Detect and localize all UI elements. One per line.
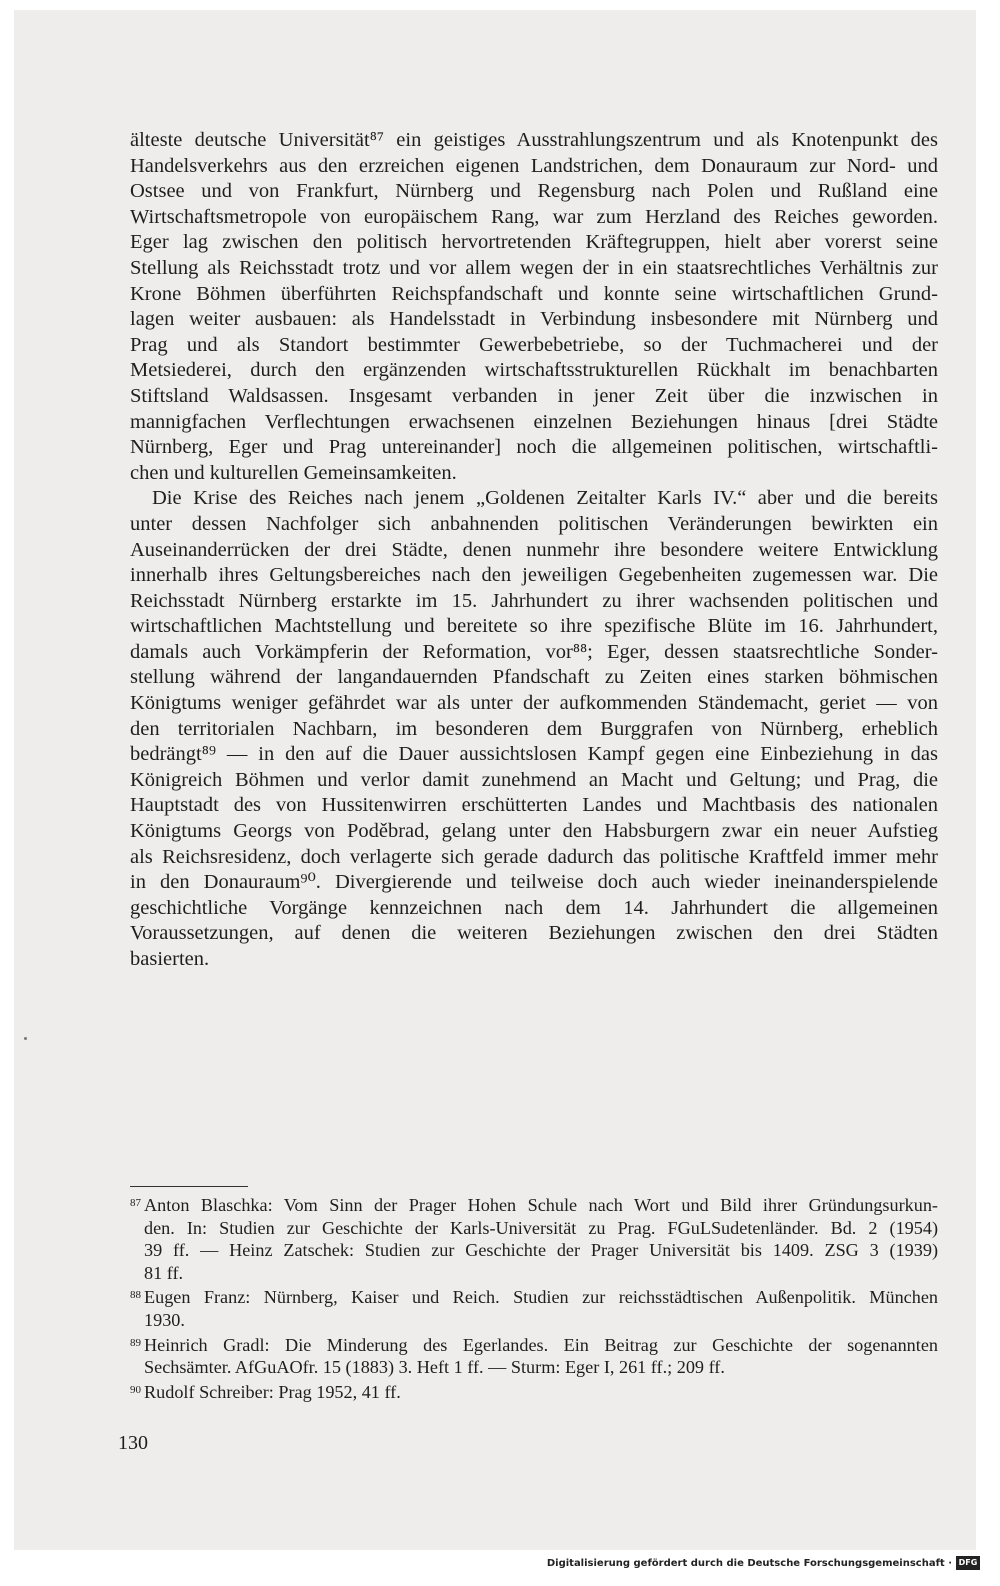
footnote-number: 88 bbox=[130, 1289, 141, 1302]
footnote-divider bbox=[130, 1186, 248, 1187]
text-line: innerhalb ihres Geltungsbereiches nach den jeweiligen Gegebenheiten zugemessen war. Die bbox=[130, 564, 938, 587]
footnote-line bbox=[130, 1332, 938, 1357]
digitization-credit: Digitalisierung gefördert durch die Deutsche Forschungsgemeinschaft · bbox=[546, 1558, 952, 1569]
footnote-text: Anton Blaschka: Vom Sinn der Prager Hohen Schule nach Wort und Bild ihrer Gründungsurkun- bbox=[144, 1195, 938, 1215]
text-line: Prag und als Standort bestimmter Gewerbebetriebe, so der Tuchmacherei und der bbox=[130, 333, 938, 356]
page-number: 130 bbox=[118, 1432, 148, 1454]
text-line: Voraussetzungen, auf denen die weiteren Beziehungen zwischen den drei Städten bbox=[130, 922, 938, 945]
text-line: Metsiederei, durch den ergänzenden wirtschaftsstrukturellen Rückhalt im benachbarten bbox=[130, 359, 938, 382]
text-line: chen und kulturellen Gemeinsamkeiten. bbox=[130, 461, 457, 484]
text-line: Königtums weniger gefährdet war als unter der aufkommenden Ständemacht, geriet — von bbox=[130, 692, 938, 715]
footnote-number: 89 bbox=[130, 1336, 141, 1349]
text-line: Ostsee und von Frankfurt, Nürnberg und Regensburg nach Polen und Rußland eine bbox=[130, 180, 938, 203]
text-line: Die Krise des Reiches nach jenem „Goldenen Zeitalter Karls IV.“ aber und die bereits bbox=[152, 487, 938, 510]
footnote-number: 87 bbox=[130, 1197, 141, 1209]
footnote-87 bbox=[130, 1192, 938, 1284]
text-line: Nürnberg, Eger und Prag untereinander] noch die allgemeinen politischen, wirtschaftli- bbox=[130, 436, 938, 459]
text-line: mannigfachen Verflechtungen erwachsenen einzelnen Beziehungen hinaus [drei Städte bbox=[130, 410, 938, 433]
text-line: bedrängt⁸⁹ — in den auf die Dauer aussichtslosen Kampf gegen eine Einbeziehung in das bbox=[130, 743, 938, 766]
text-line: wirtschaftlichen Machtstellung und bereitete so ihre spezifische Blüte im 16. Jahrhundert, bbox=[130, 615, 938, 638]
footnote-90 bbox=[130, 1379, 938, 1404]
text-line: basierten. bbox=[130, 948, 210, 970]
text-line: älteste deutsche Universität⁸⁷ ein geistiges Ausstrahlungszentrum und als Knotenpunkt des bbox=[130, 129, 938, 151]
footnote-line: Sechsämter. AfGuAOfr. 15 (1883) 3. Heft 1 ff. — Sturm: Eger I, 261 ff.; 209 ff. bbox=[144, 1357, 725, 1378]
body-text bbox=[130, 128, 938, 973]
text-line: Stellung als Reichsstadt trotz und vor allem wegen der in ein staatsrechtliches Verhältnis zur bbox=[130, 256, 938, 279]
text-line: Stiftsland Waldsassen. Insgesamt verbanden in jener Zeit über die inzwischen in bbox=[130, 384, 938, 407]
text-line: Krone Böhmen überführten Reichspfandschaft und konnte seine wirtschaftlichen Grund- bbox=[130, 282, 938, 305]
text-line: Auseinanderrücken der drei Städte, denen nunmehr ihre besondere weitere Entwicklung bbox=[130, 538, 938, 561]
text-line: stellung während der langandauernden Pfandschaft zu Zeiten eines starken böhmischen bbox=[130, 666, 938, 689]
footnote-89 bbox=[130, 1332, 938, 1379]
text-line: als Reichsresidenz, doch verlagerte sich gerade dadurch das politische Kraftfeld immer mehr bbox=[130, 845, 938, 868]
text-line: Handelsverkehrs aus den erzreichen eigenen Landstrichen, dem Donauraum zur Nord- und bbox=[130, 154, 938, 177]
footnote-text: Eugen Franz: Nürnberg, Kaiser und Reich. Studien zur reichsstädtischen Außenpolitik. München bbox=[144, 1287, 938, 1308]
footnote-text: Heinrich Gradl: Die Minderung des Egerlandes. Ein Beitrag zur Geschichte der sogenannten bbox=[144, 1334, 938, 1355]
text-line: Hauptstadt des von Hussitenwirren erschütterten Landes und Machtbasis des nationalen bbox=[130, 794, 938, 817]
text-line: damals auch Vorkämpferin der Reformation, vor⁸⁸; Eger, dessen staatsrechtliche Sonder- bbox=[130, 640, 938, 663]
text-line: Reichsstadt Nürnberg erstarkte im 15. Jahrhundert zu ihrer wachsenden politischen und bbox=[130, 589, 938, 612]
text-line: geschichtliche Vorgänge kennzeichnen nach dem 14. Jahrhundert die allgemeinen bbox=[130, 896, 938, 919]
footnote-line: 39 ff. — Heinz Zatschek: Studien zur Geschichte der Prager Universität bis 1409. ZSG 3 (1939) bbox=[144, 1240, 938, 1261]
footnote-line bbox=[130, 1379, 938, 1404]
footnote-88 bbox=[130, 1284, 938, 1331]
text-line: Königtums Georgs von Poděbrad, gelang unter den Habsburgern zwar ein neuer Aufstieg bbox=[130, 820, 938, 843]
text-line: in den Donauraum⁹⁰. Divergierende und teilweise doch auch wieder ineinanderspielende bbox=[130, 871, 938, 894]
footnote-line: 81 ff. bbox=[144, 1262, 184, 1283]
dfg-logo: DFG bbox=[956, 1556, 980, 1570]
text-line: Königreich Böhmen und verlor damit zunehmend an Macht und Geltung; und Prag, die bbox=[130, 768, 938, 791]
text-line: Eger lag zwischen den politisch hervortretenden Kräftegruppen, hielt aber vorerst seine bbox=[130, 231, 938, 254]
scan-speck bbox=[24, 1037, 27, 1040]
footnotes bbox=[130, 1192, 938, 1403]
footnote-line: 1930. bbox=[144, 1309, 185, 1330]
text-line: unter dessen Nachfolger sich anbahnenden politischen Veränderungen bewirkten ein bbox=[130, 512, 938, 535]
footnote-line: den. In: Studien zur Geschichte der Karls-Universität zu Prag. FGuLSudetenländer. Bd. 2 (1954) bbox=[144, 1217, 938, 1238]
footnote-line bbox=[130, 1192, 938, 1217]
footnote-number: 90 bbox=[130, 1383, 141, 1396]
footnote-text: Rudolf Schreiber: Prag 1952, 41 ff. bbox=[144, 1381, 401, 1402]
text-line: den territorialen Nachbarn, im besonderen dem Burggrafen von Nürnberg, erheblich bbox=[130, 717, 938, 740]
footnote-line bbox=[130, 1284, 938, 1309]
text-line: Wirtschaftsmetropole von europäischem Rang, war zum Herzland des Reiches geworden. bbox=[130, 205, 938, 228]
text-line: lagen weiter ausbauen: als Handelsstadt in Verbindung insbesondere mit Nürnberg und bbox=[130, 308, 938, 331]
